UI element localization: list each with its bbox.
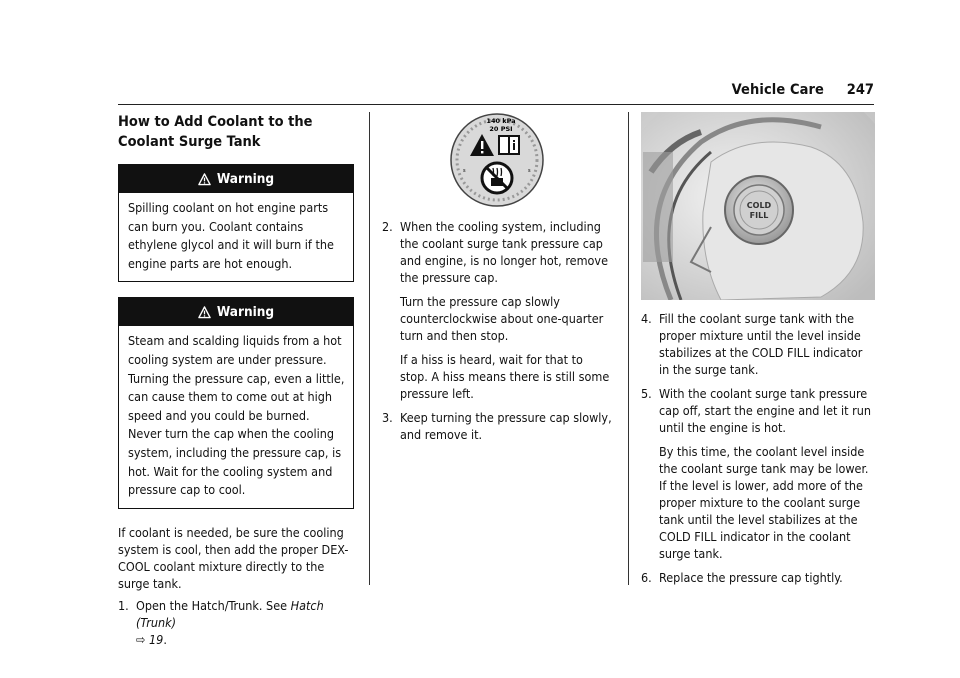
warning-title: Warning	[216, 171, 275, 187]
page-arrow-icon: ⇨	[136, 631, 146, 647]
column-divider	[628, 112, 629, 585]
cold-fill-label: FILL	[749, 211, 769, 220]
cap-psi-label: 20 PSI	[489, 125, 513, 133]
pressure-cap-illustration	[382, 112, 612, 208]
no-open-when-hot-icon	[482, 163, 512, 193]
cold-fill-label: COLD	[746, 201, 772, 210]
cap-mark-right: s	[528, 168, 531, 174]
step-punctuation: .	[163, 631, 167, 647]
step-number: 2.	[382, 219, 393, 234]
warning-box	[118, 164, 354, 282]
page-reference-link[interactable]: 19	[149, 631, 164, 647]
warning-title: Warning	[216, 304, 275, 321]
step-number: 1.	[118, 597, 129, 613]
step-text: Fill the coolant surge tank with the proper mixture until the level inside stabilizes at the COLD FILL indicator in the surge tank.	[659, 311, 863, 377]
step-3	[382, 409, 612, 443]
warning-box	[118, 297, 354, 508]
column-left	[118, 112, 354, 655]
step-number: 6.	[641, 570, 652, 585]
step-text: Replace the pressure cap tightly.	[659, 570, 843, 585]
surge-tank-photo	[641, 112, 875, 300]
warning-text: Spilling coolant on hot engine parts can burn you. Coolant contains ethylene glycol and it will burn if the engine parts are hot enough.	[128, 200, 334, 271]
section-heading: How to Add Coolant to the Coolant Surge Tank	[118, 114, 313, 150]
warning-icon	[198, 173, 211, 186]
section-title: Vehicle Care	[731, 82, 824, 98]
cap-mark-left: s	[463, 168, 466, 174]
step-text: With the coolant surge tank pressure cap off, start the engine and let it run until the engine is hot.	[659, 386, 872, 435]
step-subparagraph: Turn the pressure cap slowly counterclockwise about one-quarter turn and then stop.	[400, 294, 604, 343]
step-4	[641, 310, 875, 378]
step-subparagraph: If a hiss is heard, wait for that to stop. A hiss means there is still some pressure left.	[400, 352, 610, 401]
intro-paragraph: If coolant is needed, be sure the cooling system is cool, then add the proper DEX-COOL coolant mixture directly to the surge tank.	[118, 524, 349, 591]
warning-icon	[198, 306, 211, 319]
step-number: 4.	[641, 311, 652, 326]
column-divider	[369, 112, 370, 585]
step-number: 5.	[641, 386, 652, 401]
page-header	[118, 82, 874, 105]
step-5	[641, 385, 875, 562]
warning-text: Steam and scalding liquids from a hot cooling system are under pressure. Turning the pressure cap, even a little, can cause them to come out at high speed and you could be burned. Never turn the cap when the cooling system, including the pressure cap, is hot. Wait for the cooling system and pressure cap to cool.	[128, 333, 345, 498]
step-subparagraph: By this time, the coolant level inside the coolant surge tank may be lower. If the level is lower, add more of the proper mixture to the coolant surge tank until the level stabilizes at the COLD FILL indicator in the coolant surge tank.	[659, 444, 869, 561]
step-text: Keep turning the pressure cap slowly, and remove it.	[400, 410, 612, 442]
step-2	[382, 218, 612, 402]
column-right	[641, 112, 875, 593]
step-1	[118, 597, 354, 648]
step-6	[641, 569, 875, 586]
step-text: Open the Hatch/Trunk. See	[136, 597, 291, 613]
cap-kpa-label: 140 kPa	[486, 117, 516, 125]
step-text: When the cooling system, including the coolant surge tank pressure cap and engine, is no longer hot, remove the pressure cap.	[400, 219, 608, 285]
page-number: 247	[846, 82, 874, 98]
step-number: 3.	[382, 410, 393, 425]
column-middle	[382, 112, 612, 450]
cross-reference-link[interactable]: Hatch (Trunk)	[136, 597, 324, 630]
warning-header	[119, 298, 353, 326]
manual-book-icon	[498, 135, 520, 155]
warning-header	[119, 165, 353, 193]
